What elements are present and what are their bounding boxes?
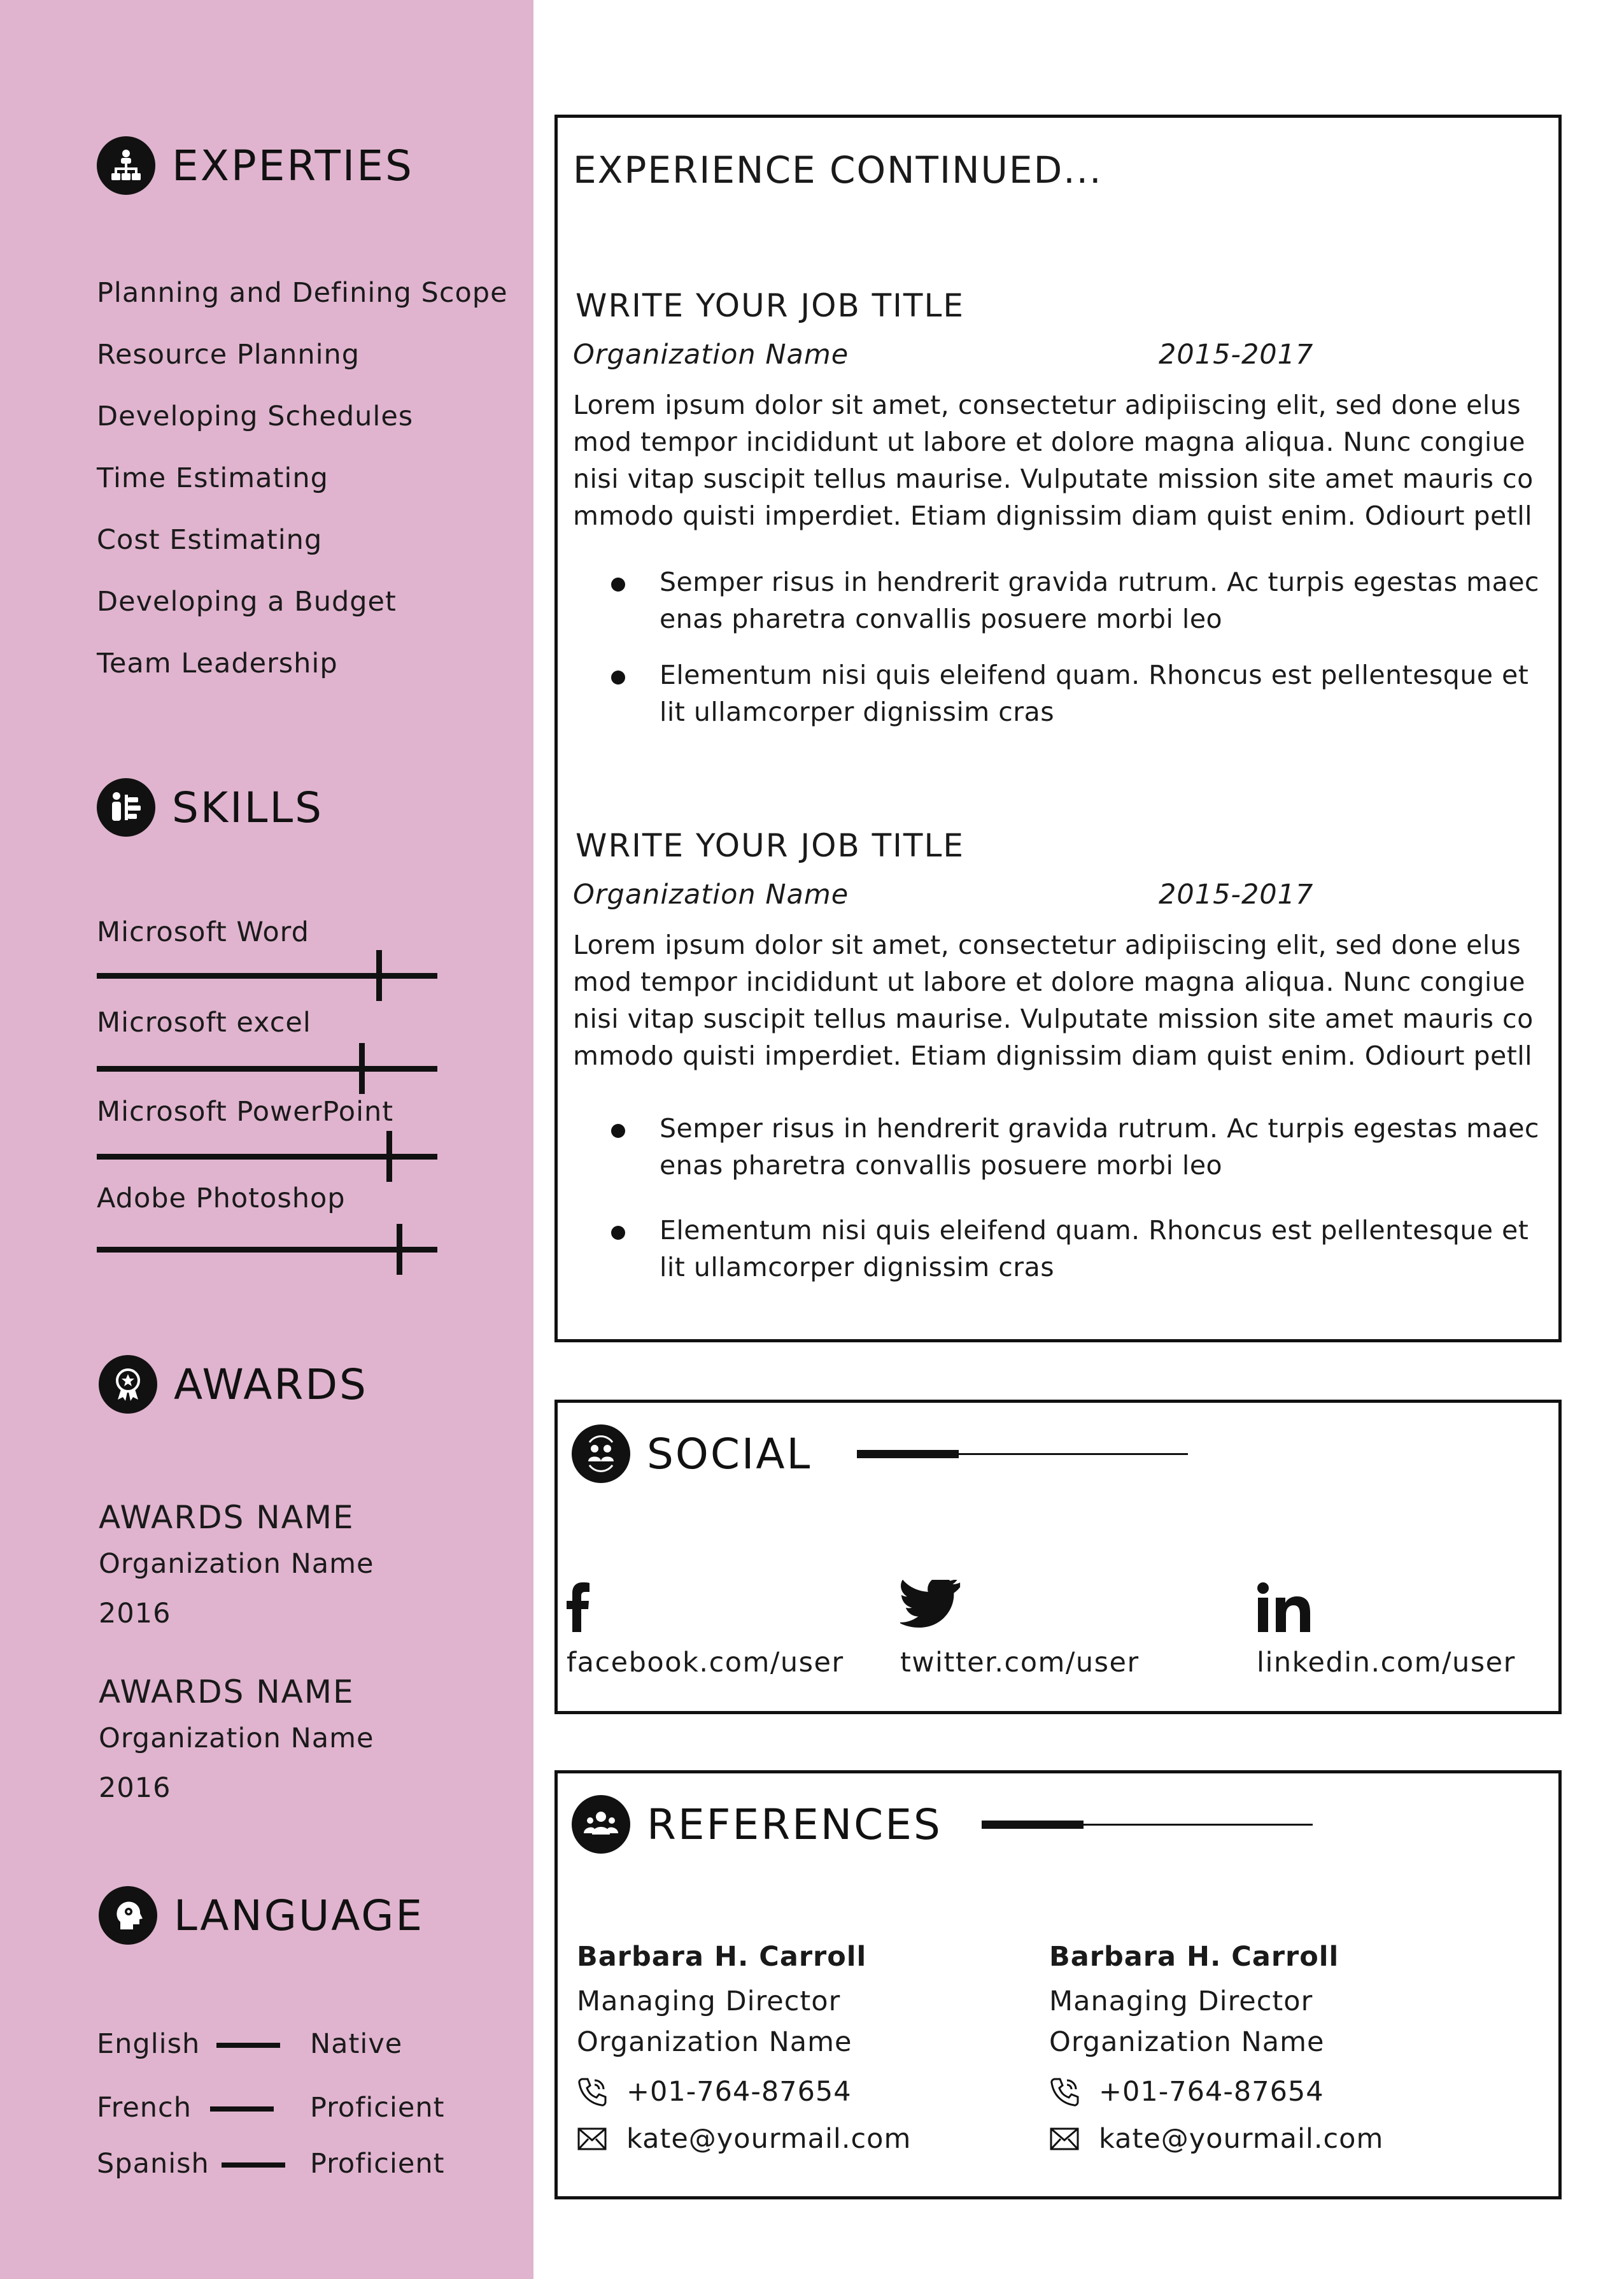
- award-year: 2016: [99, 1598, 171, 1629]
- bullet-line: Semper risus in hendrerit gravida rutrum. Ac turpis egestas maec: [660, 1113, 1539, 1144]
- job-entry: [573, 823, 1547, 1305]
- list-item: Resource Planning: [97, 339, 360, 371]
- header-rule-accent: [982, 1821, 1084, 1829]
- language-header: [99, 1886, 424, 1945]
- language-title: LANGUAGE: [174, 1891, 425, 1940]
- phone-number[interactable]: +01-764-87654: [626, 2076, 852, 2108]
- bullet-item: [573, 1110, 1547, 1184]
- bullet-item: [573, 564, 1547, 637]
- linkedin-link-text[interactable]: linkedin.com/user: [1257, 1647, 1516, 1679]
- facebook-icon: [567, 1568, 844, 1632]
- reference-role: Managing Director: [577, 1985, 841, 2017]
- references-section: [554, 1770, 1562, 2199]
- language-level: Native: [310, 2028, 403, 2060]
- social-link[interactable]: [567, 1568, 844, 1682]
- reference-name: Barbara H. Carroll: [1049, 1941, 1339, 1973]
- references-header: [572, 1795, 942, 1854]
- bullet-line: enas pharetra convallis posuere morbi leo: [660, 1150, 1223, 1181]
- job-description: [573, 387, 1547, 534]
- language-dash: [210, 2106, 274, 2112]
- social-title: SOCIAL: [647, 1429, 812, 1479]
- job-description: [573, 927, 1547, 1074]
- reference-org: Organization Name: [1049, 2026, 1325, 2058]
- skill-item: [97, 1093, 441, 1131]
- expertise-list: [97, 274, 508, 706]
- social-section: [554, 1400, 1562, 1714]
- reference-email[interactable]: [577, 2120, 971, 2158]
- expertise-header: [97, 136, 414, 195]
- language-name: Spanish: [97, 2148, 209, 2180]
- bullet-line: enas pharetra convallis posuere morbi leo: [660, 604, 1223, 634]
- list-item: Time Estimating: [97, 462, 328, 494]
- twitter-link-text[interactable]: twitter.com/user: [900, 1647, 1140, 1679]
- award-org: Organization Name: [99, 1722, 374, 1754]
- description-line: mmodo quisti imperdiet. Etiam dignissim diam quist enim. Odiourt petll: [573, 1040, 1533, 1071]
- job-title: WRITE YOUR JOB TITLE: [575, 287, 964, 324]
- description-line: mod tempor incididunt ut labore et dolore magna aliqua. Nunc congiue: [573, 967, 1526, 997]
- list-item: Planning and Defining Scope: [97, 277, 508, 309]
- award-name: AWARDS NAME: [99, 1499, 355, 1536]
- mail-icon: [1049, 2126, 1080, 2152]
- social-header: [572, 1424, 812, 1483]
- award-item: [99, 1495, 374, 1633]
- description-line: mod tempor incididunt ut labore et dolore magna aliqua. Nunc congiue: [573, 427, 1526, 457]
- reference-email[interactable]: [1049, 2120, 1444, 2158]
- list-item: Developing Schedules: [97, 401, 414, 432]
- job-meta: [573, 876, 1547, 914]
- description-line: Lorem ipsum dolor sit amet, consectetur adipiiscing elit, sed done elus: [573, 930, 1522, 960]
- phone-number[interactable]: +01-764-87654: [1099, 2076, 1324, 2108]
- award-org: Organization Name: [99, 1548, 374, 1580]
- awards-title: AWARDS: [174, 1360, 368, 1409]
- skill-bar: [97, 1247, 437, 1253]
- skill-bar: [97, 1066, 437, 1072]
- bullet-line: lit ullamcorper dignissim cras: [660, 1252, 1055, 1282]
- bullet-line: Semper risus in hendrerit gravida rutrum. Ac turpis egestas maec: [660, 567, 1539, 597]
- description-line: nisi vitap suscipit tellus maurise. Vulputate mission site amet mauris co: [573, 1004, 1534, 1034]
- references-people-icon: [572, 1795, 630, 1854]
- social-link[interactable]: [1257, 1568, 1516, 1682]
- experience-heading: EXPERIENCE CONTINUED...: [573, 148, 1103, 192]
- language-name: French: [97, 2092, 192, 2124]
- language-row: [97, 2025, 453, 2063]
- job-bullets: [573, 564, 1547, 730]
- job-bullets: [573, 1110, 1547, 1286]
- bullet-line: Elementum nisi quis eleifend quam. Rhoncus est pellentesque et: [660, 1215, 1529, 1246]
- skill-name: Microsoft excel: [97, 1007, 311, 1039]
- reference-role: Managing Director: [1049, 1985, 1313, 2017]
- experience-section: [554, 115, 1562, 1342]
- skill-level-marker: [359, 1043, 365, 1094]
- job-title: WRITE YOUR JOB TITLE: [575, 827, 964, 864]
- language-dash: [216, 2043, 280, 2048]
- skill-bar: [97, 973, 437, 979]
- skill-level-marker: [397, 1224, 402, 1275]
- skill-level-marker: [376, 950, 382, 1001]
- skill-level-marker: [386, 1131, 392, 1182]
- reference-org: Organization Name: [577, 2026, 852, 2058]
- skill-item: [97, 1179, 441, 1218]
- email-address[interactable]: kate@yourmail.com: [1099, 2123, 1384, 2155]
- list-item: Developing a Budget: [97, 586, 397, 618]
- references-title: REFERENCES: [647, 1800, 942, 1849]
- reference-card: [1049, 1938, 1444, 2158]
- skills-title: SKILLS: [172, 783, 324, 832]
- social-people-icon: [572, 1424, 630, 1483]
- language-dash: [222, 2162, 285, 2168]
- awards-header: [99, 1355, 368, 1414]
- description-line: mmodo quisti imperdiet. Etiam dignissim diam quist enim. Odiourt petll: [573, 501, 1533, 531]
- bullet-item: [573, 657, 1547, 730]
- bullet-line: Elementum nisi quis eleifend quam. Rhoncus est pellentesque et: [660, 660, 1529, 690]
- sidebar: [0, 0, 533, 2279]
- skills-header: [97, 778, 323, 837]
- award-icon: [99, 1355, 157, 1414]
- skill-item: [97, 913, 441, 951]
- skills-icon: [97, 778, 155, 837]
- skill-item: [97, 1004, 441, 1042]
- social-link[interactable]: [900, 1568, 1140, 1682]
- twitter-icon: [900, 1568, 1140, 1632]
- phone-icon: [1049, 2077, 1080, 2107]
- language-row: [97, 2089, 453, 2127]
- bullet-item: [573, 1212, 1547, 1286]
- mail-icon: [577, 2126, 607, 2152]
- skill-name: Microsoft Word: [97, 916, 309, 948]
- reference-phone[interactable]: [1049, 2073, 1444, 2111]
- skill-name: Adobe Photoshop: [97, 1182, 346, 1214]
- head-brain-icon: [99, 1886, 157, 1945]
- skill-name: Microsoft PowerPoint: [97, 1096, 394, 1128]
- job-entry: [573, 283, 1547, 749]
- award-item: [99, 1670, 374, 1807]
- job-meta: [573, 336, 1547, 374]
- facebook-link-text[interactable]: facebook.com/user: [567, 1647, 844, 1679]
- award-name: AWARDS NAME: [99, 1673, 355, 1710]
- linkedin-icon: [1257, 1568, 1516, 1632]
- expertise-title: EXPERTIES: [172, 141, 414, 190]
- description-line: nisi vitap suscipit tellus maurise. Vulputate mission site amet mauris co: [573, 464, 1534, 494]
- language-row: [97, 2145, 453, 2183]
- reference-name: Barbara H. Carroll: [577, 1941, 867, 1973]
- award-year: 2016: [99, 1772, 171, 1804]
- header-rule-accent: [857, 1450, 959, 1458]
- job-dates: 2015-2017: [1159, 339, 1314, 371]
- job-organization: Organization Name: [573, 879, 849, 911]
- language-name: English: [97, 2028, 201, 2060]
- reference-phone[interactable]: [577, 2073, 971, 2111]
- bullet-line: lit ullamcorper dignissim cras: [660, 697, 1055, 727]
- job-dates: 2015-2017: [1159, 879, 1314, 911]
- email-address[interactable]: kate@yourmail.com: [626, 2123, 912, 2155]
- list-item: Team Leadership: [97, 648, 338, 679]
- reference-card: [577, 1938, 971, 2158]
- phone-icon: [577, 2077, 607, 2107]
- language-level: Proficient: [310, 2148, 445, 2180]
- language-level: Proficient: [310, 2092, 445, 2124]
- list-item: Cost Estimating: [97, 524, 323, 556]
- org-chart-icon: [97, 136, 155, 195]
- job-organization: Organization Name: [573, 339, 849, 371]
- description-line: Lorem ipsum dolor sit amet, consectetur adipiiscing elit, sed done elus: [573, 390, 1522, 420]
